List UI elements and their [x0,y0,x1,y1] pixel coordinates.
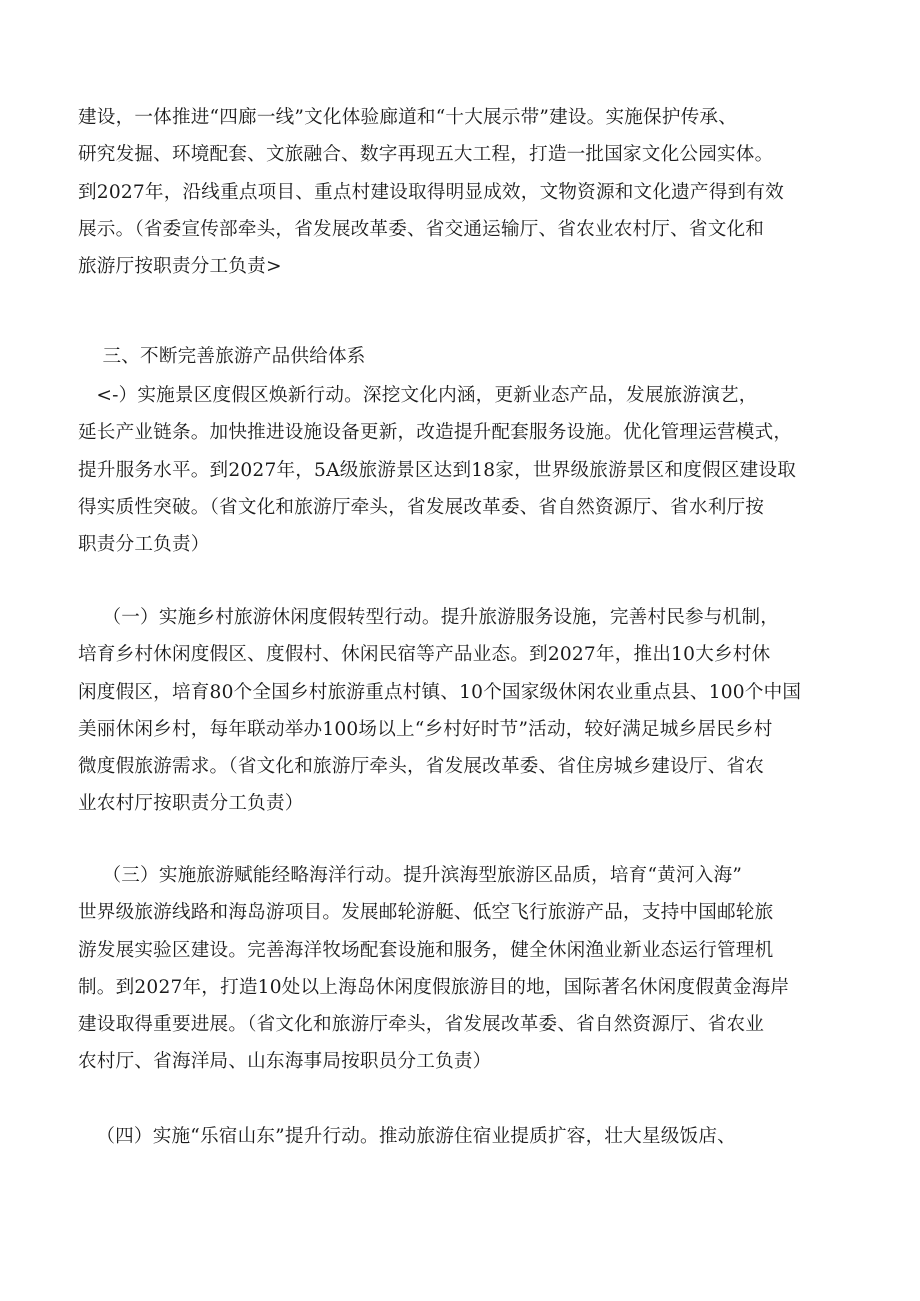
section-heading [78,338,838,375]
section-title: 三、不断完善旅游产品供给体系 [78,346,366,367]
text-line: <-）实施景区度假区焕新行动。深挖文化内涵，更新业态产品，发展旅游演艺， [78,385,758,406]
text-line: 到2027年，沿线重点项目、重点村建设取得明显成效，文物资源和文化遗产得到有效 [78,181,784,203]
text-line: 展示。（省委宣传部牵头，省发展改革委、省交通运输厅、省农业农村厅、省文化和 [78,218,765,240]
paragraph-cultural-park [78,99,838,285]
paragraph-rural-tourism [78,599,838,823]
text-line: 美丽休闲乡村，每年联动举办100场以上“乡村好时节”活动，较好满足城乡居民乡村 [78,718,773,740]
paragraph-marine-tourism [78,857,838,1081]
text-line: 延长产业链条。加快推进设施设备更新，改造提升配套服务设施。优化管理运营模式， [78,422,793,444]
text-line: 世界级旅游线路和海岛游项目。发展邮轮游艇、低空飞行旅游产品，支持中国邮轮旅 [78,902,774,924]
text-line: 职责分工负责） [78,534,210,556]
text-line: 农村厅、省海洋局、山东海事局按职员分工负责） [78,1051,492,1073]
text-line: 闲度假区，培育80个全国乡村旅游重点村镇、10个国家级休闲农业重点县、100个中国 [78,681,802,703]
text-line: （一）实施乡村旅游休闲度假转型行动。提升旅游服务设施，完善村民参与机制， [78,607,780,628]
text-line: 建设，一体推进“四廊一线”文化体验廊道和“十大展示带”建设。实施保护传承、 [78,107,738,128]
text-line: 培育乡村休闲度假区、度假村、休闲民宿等产品业态。到2027年，推出10大乡村休 [78,644,771,666]
text-line: （四）实施“乐宿山东”提升行动。推动旅游住宿业提质扩容，壮大星级饭店、 [78,1126,736,1147]
text-line: 制。到2027年，打造10处以上海岛休闲度假旅游目的地，国际著名休闲度假黄金海岸 [78,976,790,998]
text-line: 提升服务水平。到2027年，5A级旅游景区达到18家，世界级旅游景区和度假区建设取 [78,459,797,481]
text-line: 研究发掘、环境配套、文旅融合、数字再现五大工程，打造一批国家文化公园实体。 [78,144,774,166]
text-line: 微度假旅游需求。（省文化和旅游厅牵头，省发展改革委、省住房城乡建设厅、省农 [78,756,765,778]
paragraph-lodging [78,1118,838,1155]
text-line: 游发展实验区建设。完善海洋牧场配套设施和服务，健全休闲渔业新业态运行管理机 [78,939,774,961]
text-line: 得实质性突破。（省文化和旅游厅牵头，省发展改革委、省自然资源厅、省水利厅按 [78,496,765,518]
text-line: 业农村厅按职责分工负责） [78,793,304,815]
text-line: （三）实施旅游赋能经略海洋行动。提升滨海型旅游区品质，培育“黄河入海” [78,865,743,886]
text-line: 建设取得重要进展。（省文化和旅游厅牵头，省发展改革委、省自然资源厅、省农业 [78,1014,765,1036]
text-line: 旅游厅按职责分工负责> [78,256,282,278]
paragraph-scenic-area [78,377,838,563]
